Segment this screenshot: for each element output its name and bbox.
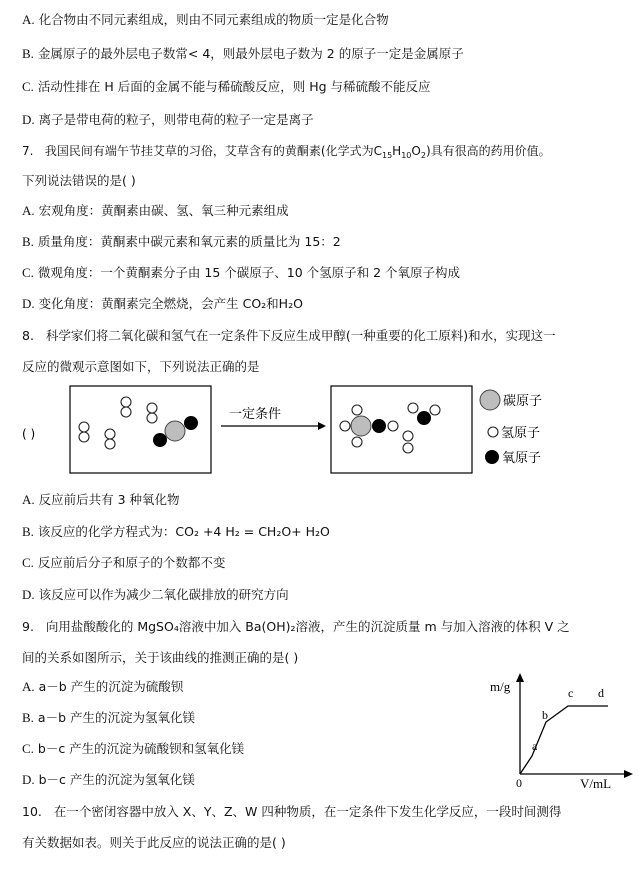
- hydrogen-legend-label: 氢原子: [501, 426, 541, 441]
- q8-option-d: D. 该反应可以作为减少二氧化碳排放的研究方向: [22, 587, 289, 602]
- reaction-condition-label: 一定条件: [229, 407, 282, 422]
- hydrogen-legend-icon: [488, 427, 498, 437]
- q7-option-c: C. 微观角度：一个黄酮素分子由 15 个碳原子、10 个氢原子和 2 个氧原子构成: [22, 265, 461, 280]
- y-axis-label: m/g: [490, 679, 511, 694]
- q8-option-b: B. 该反应的化学方程式为：CO₂ +4 H₂ = CH₂O+ H₂O: [22, 524, 330, 539]
- point-c-label: c: [568, 686, 574, 700]
- hydrogen-atom: [79, 422, 89, 432]
- q9-stem-line2: 间的关系如图所示，关于该曲线的推测正确的是( ): [22, 650, 299, 665]
- hydrogen-atom: [430, 405, 440, 415]
- x-axis-arrow-icon: [624, 770, 633, 778]
- q8-stem-line2: 反应的微观示意图如下，下列说法正确的是: [22, 359, 260, 374]
- carbon-legend-icon: [480, 390, 500, 410]
- q10-stem-line2: 有关数据如表。则关于此反应的说法正确的是( ): [22, 835, 286, 850]
- y-axis-arrow-icon: [516, 673, 524, 682]
- hydrogen-atom: [340, 421, 350, 431]
- q8-answer-paren: ( ): [22, 427, 36, 441]
- carbon-atom: [351, 416, 371, 436]
- oxygen-atom: [184, 416, 198, 430]
- oxygen-legend-icon: [485, 450, 499, 464]
- q6-option-b: B. 金属原子的最外层电子数常< 4，则最外层电子数为 2 的原子一定是金属原子: [22, 46, 464, 61]
- hydrogen-atom: [121, 397, 131, 407]
- q7-option-b: B. 质量角度：黄酮素中碳元素和氧元素的质量比为 15：2: [22, 234, 341, 249]
- point-b-label: b: [542, 708, 548, 722]
- oxygen-atom: [372, 419, 386, 433]
- q9-option-d: D. b－c 产生的沉淀为氢氧化镁: [22, 772, 195, 787]
- arrowhead-icon: [318, 422, 326, 430]
- hydrogen-atom: [147, 413, 157, 423]
- oxygen-legend-label: 氧原子: [502, 451, 542, 466]
- q9-option-c: C. b－c 产生的沉淀为硫酸钡和氢氧化镁: [22, 741, 245, 756]
- oxygen-atom: [417, 411, 431, 425]
- hydrogen-atom: [79, 432, 89, 442]
- q7-option-d: D. 变化角度：黄酮素完全燃烧，会产生 CO₂和H₂O: [22, 296, 303, 311]
- x-axis-label: V/mL: [580, 776, 612, 791]
- q6-option-d: D. 离子是带电荷的粒子，则带电荷的粒子一定是离子: [22, 112, 314, 127]
- hydrogen-atom: [352, 405, 362, 415]
- hydrogen-atom: [121, 407, 131, 417]
- reaction-diagram: [0, 380, 639, 475]
- carbon-legend-label: 碳原子: [503, 394, 543, 409]
- hydrogen-atom: [352, 437, 362, 447]
- oxygen-atom: [153, 433, 167, 447]
- hydrogen-atom: [105, 429, 115, 439]
- hydrogen-atom: [403, 431, 413, 441]
- q8-option-c: C. 反应前后分子和原子的个数都不变: [22, 555, 226, 570]
- q9-stem: 9. 向用盐酸酸化的 MgSO₄溶液中加入 Ba(OH)₂溶液，产生的沉淀质量 m 与加入溶液的体积 V 之: [22, 619, 570, 634]
- q9-option-a: A. a－b 产生的沉淀为硫酸钡: [22, 679, 184, 694]
- carbon-atom: [165, 421, 185, 441]
- q10-stem: 10. 在一个密闭容器中放入 X、Y、Z、W 四种物质，在一定条件下发生化学反应，一段时间测得: [22, 804, 562, 819]
- q7-stem: 7. 我国民间有端午节挂艾草的习俗，艾草含有的黄酮素(化学式为$C_{15}H_{10}O_2$)具有很高的药用价值。: [22, 144, 551, 160]
- q7-option-a: A. 宏观角度：黄酮素由碳、氢、氧三种元素组成: [22, 203, 289, 218]
- q8-stem: 8. 科学家们将二氧化碳和氢气在一定条件下反应生成甲醇(一种重要的化工原料)和水，实现这一: [22, 328, 556, 343]
- origin-label: 0: [516, 776, 522, 790]
- hydrogen-atom: [105, 439, 115, 449]
- q7-stem-line2: 下列说法错误的是( ): [22, 173, 136, 188]
- hydrogen-atom: [408, 403, 418, 413]
- point-a-label: a: [532, 739, 538, 753]
- q6-option-c: C. 活动性排在 H 后面的金属不能与稀硫酸反应，则 Hg 与稀硫酸不能反应: [22, 79, 431, 94]
- hydrogen-atom: [147, 403, 157, 413]
- hydrogen-atom: [388, 421, 398, 431]
- q8-option-a: A. 反应前后共有 3 种氧化物: [22, 492, 180, 507]
- point-d-label: d: [598, 686, 604, 700]
- precipitate-graph: [488, 672, 638, 792]
- q9-option-b: B. a－b 产生的沉淀为氢氧化镁: [22, 710, 195, 725]
- hydrogen-atom: [403, 443, 413, 453]
- q6-option-a: A. 化合物由不同元素组成，则由不同元素组成的物质一定是化合物: [22, 12, 389, 27]
